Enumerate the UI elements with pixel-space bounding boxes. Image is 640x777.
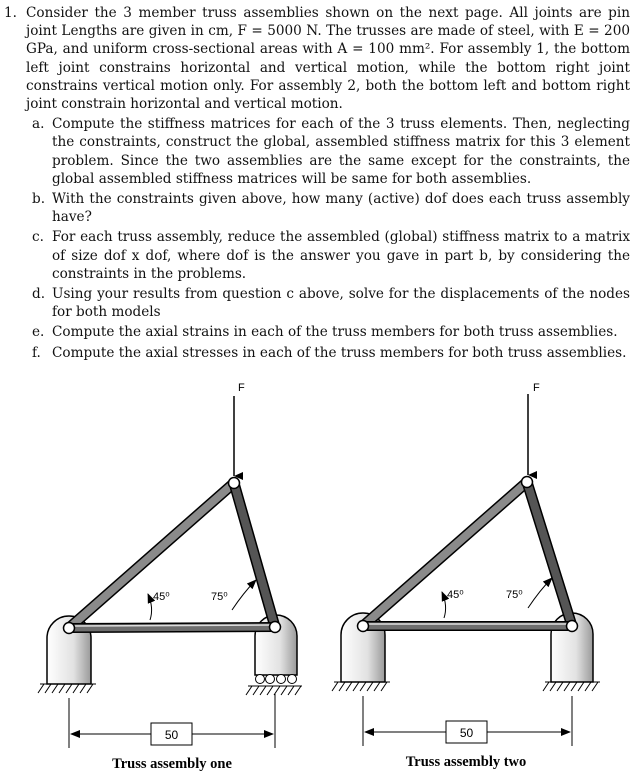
- problem-parts: [4, 115, 630, 362]
- problem-text: Consider the 3 member truss assemblies shown on the next page. All joints are pin joint Lengths are given in cm, F = 5000 N. The trusses are made of steel, with E = 200 GPa, and uniform cross-sectional areas with A = 100 mm². For assembly 1, the bottom left joint constrains horizontal and vertical motion, while the bottom right joint constrains vertical motion only. For assembly 2, both the bottom left and bottom right joint constrain horizontal and vertical motion.: [26, 5, 630, 113]
- part-label: d.: [32, 286, 46, 303]
- part-text: Using your results from question c above, solve for the displacements of the nodes for both models: [52, 286, 630, 321]
- ground-left: [332, 682, 390, 691]
- part-text: Compute the axial stresses in each of the truss members for both truss assemblies.: [52, 344, 627, 361]
- ground-right: [543, 682, 600, 691]
- pin-joint-right: [567, 621, 578, 632]
- dimension-value: 50: [164, 728, 179, 742]
- part-d: [4, 285, 630, 321]
- truss-assembly-one: [38, 382, 302, 772]
- part-e: [4, 323, 630, 341]
- pin-joint-right: [270, 622, 281, 633]
- rollers: [256, 675, 297, 684]
- problem-statement: [4, 4, 630, 364]
- part-text: For each truss assembly, reduce the assembled (global) stiffness matrix to a matrix of size dof x dof, where dof is the answer you gave in part b, by considering the constraints in the problems.: [52, 229, 630, 282]
- part-label: a.: [32, 116, 45, 133]
- part-text: With the constraints given above, how many (active) dof does each truss assembly have?: [52, 191, 630, 226]
- truss-figures: [0, 376, 640, 777]
- force-label: F: [238, 382, 245, 394]
- part-c: [4, 228, 630, 283]
- problem-main: [4, 4, 630, 113]
- problem-number: 1.: [4, 5, 17, 21]
- angle-right-label: 75⁰: [211, 591, 228, 603]
- angle-arc-right: [528, 578, 552, 608]
- angle-right-label: 75⁰: [506, 589, 523, 601]
- member-bottom-fill: [69, 627, 275, 628]
- pin-joint-top: [229, 478, 240, 489]
- caption-assembly-two: Truss assembly two: [405, 754, 527, 770]
- part-label: c.: [32, 229, 44, 246]
- angle-left-label: 45⁰: [153, 591, 170, 603]
- caption-assembly-one: Truss assembly one: [112, 756, 232, 772]
- dimension-value: 50: [459, 726, 474, 740]
- part-b: [4, 190, 630, 226]
- angle-left-label: 45⁰: [447, 589, 464, 601]
- angle-arc-right: [232, 580, 256, 610]
- part-a: [4, 115, 630, 188]
- part-text: Compute the axial strains in each of the truss members for both truss assemblies.: [52, 324, 618, 341]
- truss-assembly-two: [332, 382, 600, 770]
- ground-left: [38, 684, 96, 693]
- part-text: Compute the stiffness matrices for each of the 3 truss elements. Then, neglecting the constraints, construct the global, assembled stiffness matrix for this 3 element problem. Since the two assemblies are the same except for the constraints, the global assembled stiffness matrices will be same for both assemblies.: [52, 116, 630, 187]
- angle-arc-left: [148, 594, 152, 620]
- part-f: [4, 344, 630, 362]
- part-label: f.: [32, 344, 41, 361]
- part-label: b.: [32, 191, 46, 208]
- pin-joint-top: [522, 477, 533, 488]
- pin-joint-left: [358, 621, 369, 632]
- ground-right: [246, 686, 302, 695]
- force-label: F: [533, 382, 540, 394]
- member-right-diagonal-fill: [234, 483, 275, 627]
- member-right-diagonal-fill: [527, 482, 572, 626]
- pin-joint-left: [64, 623, 75, 634]
- angle-arc-left: [442, 592, 446, 618]
- part-label: e.: [32, 324, 45, 341]
- member-bottom-highlight: [71, 625, 273, 626]
